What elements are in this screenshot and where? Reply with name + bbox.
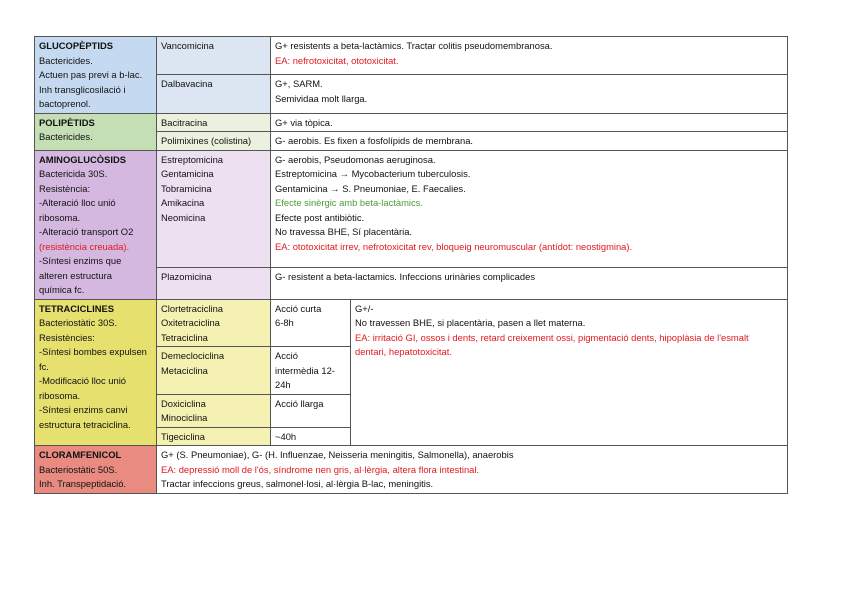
- glycopeptides-class-cell: [35, 37, 157, 114]
- drug-info: Semividaa molt llarga.: [275, 92, 368, 104]
- drug-info: G+ via tòpica.: [275, 116, 333, 128]
- drug-name-cell: [157, 75, 271, 113]
- drug-info: G+/-: [355, 302, 374, 314]
- drug-name: Tigeciclina: [161, 430, 205, 442]
- adverse-effects: EA: nefrotoxicitat, ototoxicitat.: [275, 54, 399, 66]
- drug-info: G+ resistents a beta-lactàmics. Tractar colitis pseudomembranosa.: [275, 40, 553, 51]
- action-duration: Acció curta: [275, 302, 322, 314]
- action-duration: Acció: [275, 350, 298, 361]
- adverse-effects: EA: depressió moll de l'ós, síndrome nen gris, al·lèrgia, altera flora intestinal.: [161, 463, 480, 475]
- action-duration: ~40h: [275, 430, 297, 442]
- drug-info-cell: [271, 75, 788, 113]
- antibiotics-table: [34, 36, 788, 494]
- drug-name: Metaciclina: [161, 364, 208, 376]
- drug-name-cell: [157, 299, 271, 347]
- drug-name: Clortetraciclina: [161, 302, 223, 314]
- class-line: Bacteriostàtic 50S.: [39, 463, 118, 475]
- drug-info-cell: [271, 267, 788, 299]
- class-line: Inh transglicosilació i: [39, 83, 126, 95]
- tetracyclines-class-cell: [35, 299, 157, 446]
- class-line: bactoprenol.: [39, 98, 91, 109]
- action-duration: 24h: [275, 379, 291, 390]
- class-line: -Síntesi bombes expulsen: [39, 346, 147, 357]
- class-line: -Alteració lloc unió: [39, 197, 116, 208]
- drug-name: Dalbavacina: [161, 78, 213, 90]
- aminoglycosides-class-cell: [35, 150, 157, 299]
- drug-info-cell: [271, 113, 788, 132]
- action-duration: 6-8h: [275, 317, 294, 328]
- drug-name-cell: [157, 347, 271, 395]
- drug-info-cell: [271, 37, 788, 75]
- class-line: -Alteració transport O2: [39, 226, 134, 237]
- drug-info: Gentamicina → S. Pneumoniae, E. Faecalies.: [275, 182, 466, 194]
- class-line: Inh. Transpeptidació.: [39, 478, 127, 489]
- adverse-effects: EA: irritació GI, ossos i dents, retard creixement ossi, pigmentació dents, hipoplàsia de l'esmalt: [355, 331, 749, 343]
- class-line: Bactericides.: [39, 131, 93, 142]
- drug-info: No travessen BHE, si placentària, pasen a llet materna.: [355, 317, 586, 328]
- drug-info: G- aerobis, Pseudomonas aeruginosa.: [275, 153, 436, 165]
- action-duration: intermèdia 12-: [275, 364, 335, 376]
- class-line: ribosoma.: [39, 211, 81, 223]
- class-line: alteren estructura: [39, 269, 112, 281]
- drug-name-cell: [157, 267, 271, 299]
- drug-name: Tobramicina: [161, 182, 212, 194]
- class-line: Actuen pas previ a b-lac.: [39, 69, 143, 80]
- drug-info: Estreptomicina → Mycobacterium tuberculosis.: [275, 168, 471, 179]
- drug-info: G- aerobis. Es fixen a fosfolípids de membrana.: [275, 135, 474, 146]
- chloramphenicol-class-cell: [35, 446, 157, 494]
- drug-info-cell: [271, 150, 788, 267]
- action-duration-cell: [271, 394, 351, 427]
- drug-name: Vancomicina: [161, 40, 214, 51]
- drug-name-cell: [157, 150, 271, 267]
- class-line: estructura tetraciclina.: [39, 418, 131, 430]
- class-line: fc.: [39, 360, 49, 372]
- drug-info: Tractar infeccions greus, salmonel·losi, al·lèrgia B-lac, meningitis.: [161, 478, 434, 489]
- synergy-info: Efecte sinèrgic amb beta-lactàmics.: [275, 197, 423, 208]
- drug-name-cell: [157, 394, 271, 427]
- drug-name: Polimixines (colistina): [161, 135, 252, 146]
- class-title: GLUCOPÈPTIDS: [39, 40, 113, 51]
- class-line: Resistència:: [39, 182, 91, 194]
- adverse-effects: EA: ototoxicitat irrev, nefrotoxicitat rev, bloqueig neuromuscular (antídot: neostigmina).: [275, 240, 633, 252]
- drug-name-cell: [157, 113, 271, 132]
- class-line: -Síntesi enzims que: [39, 255, 122, 266]
- action-duration: Acció llarga: [275, 397, 324, 409]
- drug-name: Demeclociclina: [161, 350, 225, 361]
- class-title: TETRACICLINES: [39, 302, 114, 314]
- class-line: Resistències:: [39, 331, 95, 343]
- drug-info-cell: [271, 132, 788, 151]
- drug-name: Gentamicina: [161, 168, 214, 179]
- action-duration-cell: [271, 299, 351, 347]
- drug-name: Oxitetraciclina: [161, 317, 220, 328]
- class-title: CLORAMFENICOL: [39, 449, 122, 460]
- class-line: -Síntesi enzims canvi: [39, 404, 128, 415]
- drug-info: G+ (S. Pneumoniae), G- (H. Influenzae, Neisseria meningitis, Salmonella), anaerobis: [161, 449, 514, 460]
- drug-name-cell: [157, 427, 271, 446]
- drug-info: G- resistent a beta-lactamics. Infeccions urinàries complicades: [275, 270, 536, 282]
- drug-info-cell: [157, 446, 788, 494]
- drug-name: Neomicina: [161, 211, 206, 223]
- adverse-effects: dentari, hepatotoxicitat.: [355, 346, 452, 357]
- class-line: química fc.: [39, 284, 85, 295]
- drug-name: Plazomicina: [161, 270, 212, 282]
- tetracyclines-general-cell: [351, 299, 788, 446]
- class-line: Bactericides.: [39, 54, 93, 66]
- action-duration-cell: [271, 427, 351, 446]
- drug-info: G+, SARM.: [275, 78, 323, 90]
- class-line: ribosoma.: [39, 389, 81, 401]
- drug-name: Minociclina: [161, 412, 208, 423]
- drug-name: Bacitracina: [161, 116, 208, 128]
- action-duration-cell: [271, 347, 351, 395]
- class-line: Bacteriostàtic 30S.: [39, 317, 118, 328]
- class-line: -Modificació lloc unió: [39, 375, 127, 386]
- class-line: Bactericida 30S.: [39, 168, 108, 179]
- class-title: AMINOGLUCÒSIDS: [39, 153, 126, 165]
- drug-name: Amikacina: [161, 197, 205, 208]
- drug-info: Efecte post antibiòtic.: [275, 211, 365, 223]
- class-title: POLIPÈTIDS: [39, 116, 95, 128]
- polypeptides-class-cell: [35, 113, 157, 150]
- drug-name-cell: [157, 132, 271, 151]
- drug-name-cell: [157, 37, 271, 75]
- drug-name: Estreptomicina: [161, 153, 224, 165]
- class-line-red: (resistència creuada).: [39, 240, 130, 252]
- drug-name: Doxiciclina: [161, 397, 206, 409]
- drug-info: No travessa BHE, Sí placentària.: [275, 226, 413, 237]
- drug-name: Tetraciclina: [161, 331, 208, 343]
